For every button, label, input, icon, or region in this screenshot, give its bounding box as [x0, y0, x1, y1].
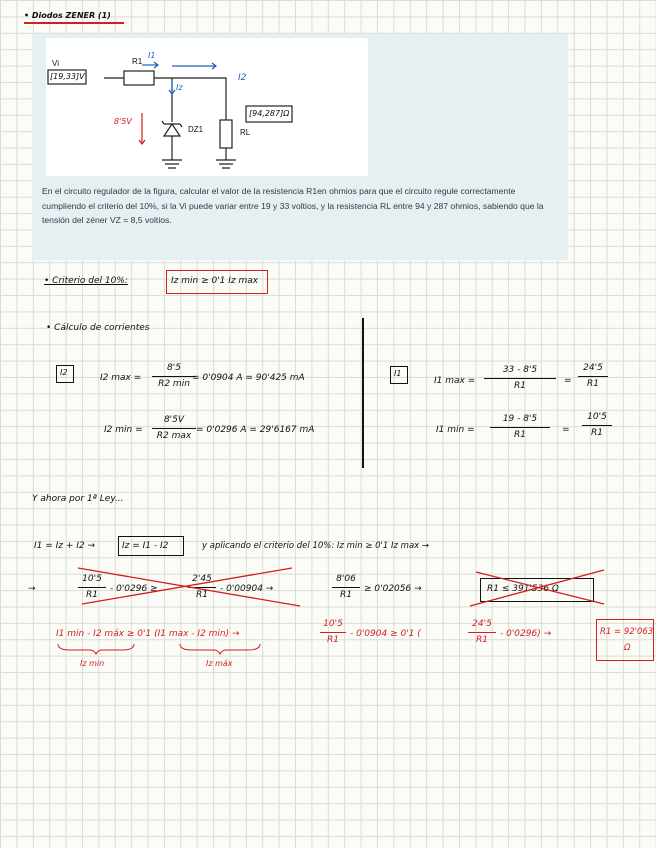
fraction-bar	[152, 428, 196, 429]
i1max-denominator: R1	[514, 380, 526, 391]
criterion-label: • Criterio del 10%:	[44, 276, 128, 286]
vi-range: [19,33]V	[50, 72, 85, 81]
i1min-numerator-simplified: 10'5	[587, 412, 607, 422]
circuit-schematic	[46, 38, 368, 176]
i1min-denominator-simplified: R1	[591, 427, 603, 438]
underbrace-label-izmax: Iz máx	[206, 659, 233, 668]
fraction-bar	[490, 427, 550, 428]
corrected-fraction-2	[468, 619, 496, 646]
crossed-fraction-2	[188, 574, 216, 601]
fraction-bar	[578, 376, 608, 377]
dz-label: DZ1	[188, 125, 204, 134]
final-result-box	[596, 619, 654, 661]
fraction-bar	[484, 378, 556, 379]
crossed-arrow: →	[28, 584, 36, 594]
i1min-name: I1 min =	[436, 425, 475, 435]
crossed-middle-2: - 0'00904 →	[220, 584, 274, 594]
crossed-fraction-1	[78, 574, 106, 601]
final-result-value: R1 = 92'063	[600, 627, 654, 637]
i2min-fraction	[152, 415, 196, 442]
crossed-result: R1 ≤ 391'536 Ω	[487, 584, 559, 594]
crossed-f2-denominator: R1	[196, 589, 208, 600]
kirchhoff-equation: I1 = Iz + I2 →	[34, 541, 96, 551]
i1-box-label: I1	[394, 369, 402, 378]
fraction-bar	[188, 587, 216, 588]
fraction-bar	[320, 632, 346, 633]
i1max-fraction-simplified	[578, 363, 608, 390]
i1max-numerator: 33 - 8'5	[502, 365, 538, 375]
i1max-fraction	[484, 365, 556, 392]
corrected-tail: - 0'0296) →	[500, 629, 552, 639]
i1max-name: I1 max =	[434, 376, 476, 386]
underbrace-label-izmin: Iz min	[80, 659, 105, 668]
kirchhoff-tail: y aplicando el criterio del 10%: Iz min ≥ 0'1 Iz max →	[202, 541, 430, 551]
i2min-name: I2 min =	[104, 425, 143, 435]
column-divider	[362, 318, 364, 468]
corrected-middle: - 0'0904 ≥ 0'1 (	[350, 629, 421, 639]
iz-label: Iz	[176, 83, 183, 92]
crossed-middle-1: - 0'0296 ≥	[110, 584, 158, 594]
crossed-fraction-3	[332, 574, 360, 601]
i2min-numerator: 8'5V	[163, 415, 185, 425]
problem-statement: En el circuito regulador de la figura, calcular el valor de la resistencia R1en ohmios para que el circuito regule correctamente cumpliendo el criterio del 10%, si la Vi puede variar entre 19 y 33 voltios, y la resistencia RL entre 94 y 287 ohmios, sabiendo que la tensión del zéner VZ = 8,5 voltios.	[42, 186, 544, 225]
i1-label: I1	[148, 51, 156, 60]
corrected-f1-denominator: R1	[327, 634, 339, 645]
heading-underline	[24, 22, 124, 24]
crossed-f3-numerator: 8'06	[336, 574, 356, 584]
ahora-text: Y ahora por 1ª Ley...	[32, 494, 124, 504]
rl-resistor	[220, 120, 232, 148]
r1-label: R1	[132, 57, 143, 66]
calc-heading: • Cálculo de corrientes	[46, 323, 150, 333]
fraction-bar	[152, 376, 196, 377]
i2max-result: = 0'0904 A = 90'425 mA	[192, 373, 305, 383]
corrected-f1-numerator: 10'5	[323, 619, 343, 629]
rl-label: RL	[240, 128, 251, 137]
i2-box-label: I2	[60, 368, 68, 377]
fraction-bar	[332, 587, 360, 588]
vz-note: 8'5V	[114, 117, 132, 126]
i1min-fraction-simplified	[582, 412, 612, 439]
page-heading: • Diodos ZENER (1)	[24, 11, 111, 20]
i1max-equals: =	[564, 376, 572, 386]
corrected-f2-denominator: R1	[476, 634, 488, 645]
crossed-f3-denominator: R1	[340, 589, 352, 600]
rl-range: [94,287]Ω	[249, 109, 290, 118]
i2min-result: = 0'0296 A = 29'6167 mA	[196, 425, 315, 435]
i1min-numerator: 19 - 8'5	[502, 414, 538, 424]
fraction-bar	[78, 587, 106, 588]
i1min-denominator: R1	[514, 429, 526, 440]
crossed-f2-numerator: 2'45	[192, 574, 212, 584]
corrected-f2-numerator: 24'5	[472, 619, 492, 629]
iz-expression: Iz = I1 - I2	[122, 541, 169, 551]
i2max-name: I2 max =	[100, 373, 142, 383]
fraction-bar	[468, 632, 496, 633]
corrected-inequality: I1 min - I2 máx ≥ 0'1 (I1 max - I2 min) →	[56, 629, 240, 639]
corrected-fraction-1	[320, 619, 346, 646]
r1-resistor	[124, 71, 154, 85]
crossed-middle-3: ≥ 0'02056 →	[364, 584, 422, 594]
zener-diode-icon	[162, 121, 182, 148]
crossed-f1-numerator: 10'5	[82, 574, 102, 584]
circuit-diagram	[46, 38, 368, 176]
i2-label: I2	[238, 73, 247, 83]
i2max-denominator: R2 min	[158, 378, 190, 389]
i1max-denominator-simplified: R1	[587, 378, 599, 389]
criterion-formula: Iz min ≥ 0'1 Iz max	[171, 276, 259, 286]
i1min-fraction	[490, 414, 550, 441]
problem-panel	[32, 34, 568, 260]
vi-label: Vi	[52, 59, 59, 68]
final-result-unit: Ω	[624, 643, 631, 653]
i2min-denominator: R2 max	[156, 430, 192, 441]
i1max-numerator-simplified: 24'5	[583, 363, 603, 373]
crossed-f1-denominator: R1	[86, 589, 98, 600]
i2max-fraction	[152, 363, 196, 390]
i2max-numerator: 8'5	[167, 363, 181, 373]
fraction-bar	[582, 425, 612, 426]
i1min-equals: =	[562, 425, 570, 435]
